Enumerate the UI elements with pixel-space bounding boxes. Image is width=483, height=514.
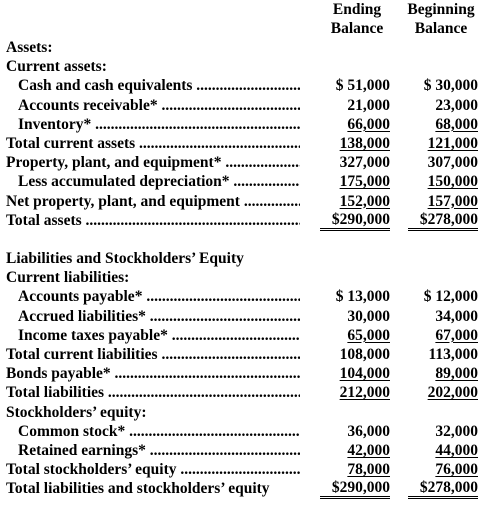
table-row: Total liabilities ..... 212,000 202,000 <box>0 383 483 402</box>
table-row: Total current liabilities ..... 108,000 113,000 <box>0 345 483 364</box>
table-row: Accounts receivable* ..... 21,000 23,000 <box>0 96 483 115</box>
section-heading: Assets: <box>6 39 53 56</box>
table-row: Property, plant, and equipment* ..... 327,000 307,000 <box>0 153 483 172</box>
table-row: Inventory* ..... 66,000 68,000 <box>0 115 483 134</box>
table-row: Income taxes payable* ..... 65,000 67,000 <box>0 326 483 345</box>
balance-sheet <box>0 38 483 499</box>
table-row: Common stock* ..... 36,000 32,000 <box>0 422 483 441</box>
table-row: Net property, plant, and equipment ..... 152,000 157,000 <box>0 192 483 211</box>
section-heading: Current liabilities: <box>6 269 130 287</box>
table-row: Total liabilities and stockholders’ equity $290,000 $278,000 <box>6 479 478 498</box>
section-heading: Current assets: <box>6 58 107 76</box>
header-ending-balance: Ending Balance <box>330 1 384 37</box>
table-row: Accrued liabilities* ..... 30,000 34,000 <box>0 307 483 326</box>
table-row: Cash and cash equivalents ..... $ 51,000 $ 30,000 <box>0 76 483 95</box>
section-heading: Liabilities and Stockholders’ Equity <box>6 250 244 268</box>
table-row: Accounts payable* ..... $ 13,000 $ 12,000 <box>0 287 483 306</box>
header-beginning-balance: Beginning Balance <box>407 1 475 37</box>
section-heading: Stockholders’ equity: <box>6 403 147 421</box>
table-row: Bonds payable* ..... 104,000 89,000 <box>0 364 483 383</box>
table-row: Total assets ..... $290,000 $278,000 <box>0 211 483 230</box>
table-row: Retained earnings* ..... 42,000 44,000 <box>0 441 483 460</box>
table-row: Less accumulated depreciation* ..... 175,000 150,000 <box>0 172 483 191</box>
table-row: Total current assets ..... 138,000 121,000 <box>0 134 483 153</box>
table-row: Total stockholders’ equity ..... 78,000 76,000 <box>0 460 483 479</box>
